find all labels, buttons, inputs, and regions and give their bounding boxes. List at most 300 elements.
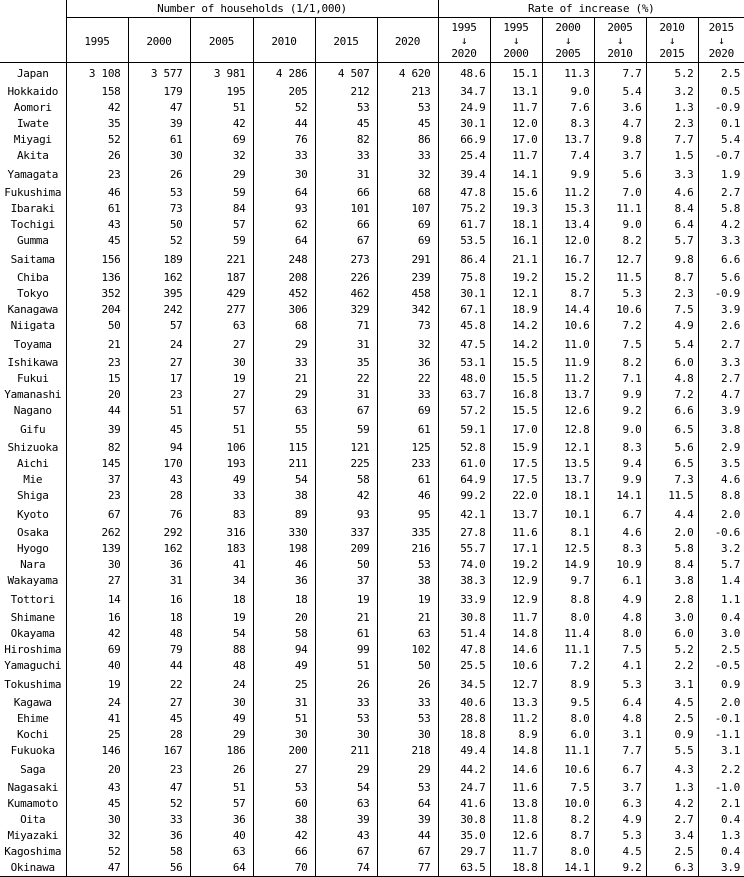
- prefecture-name: Kochi: [0, 727, 66, 743]
- rate-cell: 3.6: [594, 100, 646, 116]
- households-cell: 42: [253, 828, 315, 844]
- households-cell: 21: [66, 334, 128, 355]
- households-cell: 22: [315, 371, 377, 387]
- rate-cell: 8.3: [594, 541, 646, 557]
- rate-cell: 3.5: [698, 456, 744, 472]
- period-year-from: 2005: [595, 21, 646, 34]
- rate-cell: 2.3: [646, 116, 698, 132]
- households-cell: 53: [253, 780, 315, 796]
- households-cell: 167: [128, 743, 190, 759]
- households-cell: 342: [377, 302, 438, 318]
- households-cell: 47: [128, 100, 190, 116]
- rate-cell: 18.1: [490, 217, 542, 233]
- households-cell: 19: [190, 610, 253, 626]
- table-row: [0, 674, 744, 695]
- rate-cell: 5.8: [646, 541, 698, 557]
- rate-cell: 4.9: [594, 589, 646, 610]
- rate-cell: 13.7: [542, 132, 594, 148]
- rate-cell: 3.2: [698, 541, 744, 557]
- rate-cell: 45.8: [438, 318, 490, 334]
- rate-cell: 7.7: [594, 743, 646, 759]
- rate-cell: 6.4: [594, 695, 646, 711]
- households-cell: 54: [190, 626, 253, 642]
- table-row: [0, 63, 744, 85]
- prefecture-name: Aichi: [0, 456, 66, 472]
- households-cell: 84: [190, 201, 253, 217]
- table-row: [0, 796, 744, 812]
- rate-cell: 14.6: [490, 642, 542, 658]
- rate-cell: 11.9: [542, 355, 594, 371]
- rate-cell: 12.7: [490, 674, 542, 695]
- rate-cell: 4.9: [646, 318, 698, 334]
- rate-cell: 19.2: [490, 270, 542, 286]
- households-cell: 35: [315, 355, 377, 371]
- households-cell: 329: [315, 302, 377, 318]
- rate-cell: 3.1: [594, 727, 646, 743]
- households-cell: 53: [377, 711, 438, 727]
- rate-cell: 7.2: [542, 658, 594, 674]
- households-cell: 51: [190, 419, 253, 440]
- year-header: 2005: [190, 18, 253, 63]
- rate-cell: 13.7: [542, 472, 594, 488]
- rate-cell: 16.7: [542, 249, 594, 270]
- rate-cell: -0.7: [698, 148, 744, 164]
- prefecture-name: Tochigi: [0, 217, 66, 233]
- rate-header: Rate of increase (%): [438, 0, 744, 18]
- households-cell: 37: [315, 573, 377, 589]
- rate-cell: 12.5: [542, 541, 594, 557]
- households-cell: 101: [315, 201, 377, 217]
- down-arrow-icon: ↓: [595, 34, 646, 47]
- rate-cell: 63.7: [438, 387, 490, 403]
- households-cell: 30: [190, 355, 253, 371]
- prefecture-name: Chiba: [0, 270, 66, 286]
- rate-cell: 3.1: [698, 743, 744, 759]
- households-cell: 63: [315, 796, 377, 812]
- households-cell: 458: [377, 286, 438, 302]
- households-cell: 29: [253, 387, 315, 403]
- rate-cell: 11.7: [490, 610, 542, 626]
- table-row: [0, 488, 744, 504]
- households-cell: 306: [253, 302, 315, 318]
- prefecture-name: Miyagi: [0, 132, 66, 148]
- households-cell: 66: [253, 844, 315, 860]
- rate-cell: 24.7: [438, 780, 490, 796]
- households-cell: 208: [253, 270, 315, 286]
- rate-cell: 10.0: [542, 796, 594, 812]
- households-cell: 179: [128, 84, 190, 100]
- down-arrow-icon: ↓: [647, 34, 698, 47]
- rate-cell: 16.1: [490, 233, 542, 249]
- households-cell: 121: [315, 440, 377, 456]
- households-cell: 33: [190, 488, 253, 504]
- rate-cell: 9.2: [594, 860, 646, 877]
- households-cell: 29: [315, 759, 377, 780]
- rate-cell: 9.9: [542, 164, 594, 185]
- rate-cell: 11.8: [490, 812, 542, 828]
- table-row: [0, 525, 744, 541]
- rate-cell: 12.1: [542, 440, 594, 456]
- households-cell: 170: [128, 456, 190, 472]
- households-cell: 25: [253, 674, 315, 695]
- table-row: [0, 727, 744, 743]
- households-cell: 102: [377, 642, 438, 658]
- rate-cell: -0.9: [698, 286, 744, 302]
- rate-cell: 0.9: [698, 674, 744, 695]
- rate-cell: 8.0: [542, 711, 594, 727]
- table-row: [0, 589, 744, 610]
- prefecture-name: Kumamoto: [0, 796, 66, 812]
- households-cell: 36: [128, 557, 190, 573]
- prefecture-name: Ehime: [0, 711, 66, 727]
- rate-cell: 3.1: [646, 674, 698, 695]
- table-row: [0, 711, 744, 727]
- table-row: [0, 759, 744, 780]
- table-row: [0, 456, 744, 472]
- rate-cell: 6.0: [542, 727, 594, 743]
- table-row: [0, 185, 744, 201]
- rate-cell: 3.8: [698, 419, 744, 440]
- table-row: [0, 371, 744, 387]
- rate-cell: 8.7: [646, 270, 698, 286]
- households-cell: 44: [66, 403, 128, 419]
- households-cell: 39: [128, 116, 190, 132]
- prefecture-name: Nagasaki: [0, 780, 66, 796]
- households-cell: 93: [253, 201, 315, 217]
- households-cell: 51: [253, 711, 315, 727]
- households-cell: 15: [66, 371, 128, 387]
- households-cell: 225: [315, 456, 377, 472]
- households-cell: 136: [66, 270, 128, 286]
- rate-cell: 4.7: [698, 387, 744, 403]
- households-cell: 23: [66, 488, 128, 504]
- prefecture-name: Toyama: [0, 334, 66, 355]
- prefecture-name: Kyoto: [0, 504, 66, 525]
- households-cell: 39: [377, 812, 438, 828]
- households-cell: 248: [253, 249, 315, 270]
- households-cell: 53: [377, 780, 438, 796]
- households-cell: 59: [190, 233, 253, 249]
- rate-cell: 14.1: [542, 860, 594, 877]
- households-cell: 27: [128, 695, 190, 711]
- rate-cell: 35.0: [438, 828, 490, 844]
- prefecture-name: Oita: [0, 812, 66, 828]
- rate-cell: 11.7: [490, 844, 542, 860]
- households-cell: 32: [66, 828, 128, 844]
- households-cell: 50: [128, 217, 190, 233]
- households-cell: 216: [377, 541, 438, 557]
- rate-cell: 14.9: [542, 557, 594, 573]
- rate-cell: 0.4: [698, 812, 744, 828]
- households-cell: 462: [315, 286, 377, 302]
- year-header: 2020: [377, 18, 438, 63]
- households-cell: 273: [315, 249, 377, 270]
- households-cell: 156: [66, 249, 128, 270]
- households-cell: 48: [190, 658, 253, 674]
- prefecture-name: Hokkaido: [0, 84, 66, 100]
- households-cell: 30: [315, 727, 377, 743]
- households-cell: 23: [128, 387, 190, 403]
- households-cell: 30: [66, 812, 128, 828]
- rate-cell: 11.4: [542, 626, 594, 642]
- households-cell: 58: [253, 626, 315, 642]
- households-cell: 53: [128, 185, 190, 201]
- households-cell: 23: [128, 759, 190, 780]
- households-cell: 38: [253, 812, 315, 828]
- households-cell: 212: [315, 84, 377, 100]
- prefecture-name: Gifu: [0, 419, 66, 440]
- households-cell: 4 507: [315, 63, 377, 85]
- period-year-from: 1995: [439, 21, 490, 34]
- households-cell: 66: [315, 217, 377, 233]
- prefecture-name: Saitama: [0, 249, 66, 270]
- rate-cell: 2.0: [646, 525, 698, 541]
- households-cell: 28: [128, 727, 190, 743]
- households-cell: 158: [66, 84, 128, 100]
- rate-cell: 7.5: [594, 334, 646, 355]
- rate-cell: 11.6: [490, 525, 542, 541]
- households-cell: 99: [315, 642, 377, 658]
- rate-cell: 34.7: [438, 84, 490, 100]
- prefecture-name: Kagawa: [0, 695, 66, 711]
- households-cell: 183: [190, 541, 253, 557]
- households-cell: 26: [128, 164, 190, 185]
- rate-cell: 6.6: [698, 249, 744, 270]
- households-cell: 18: [128, 610, 190, 626]
- households-cell: 204: [66, 302, 128, 318]
- rate-cell: 2.9: [698, 440, 744, 456]
- households-cell: 71: [315, 318, 377, 334]
- households-cell: 33: [128, 812, 190, 828]
- table-row: [0, 233, 744, 249]
- households-cell: 335: [377, 525, 438, 541]
- households-cell: 3 577: [128, 63, 190, 85]
- prefecture-name: Yamanashi: [0, 387, 66, 403]
- rate-cell: 75.2: [438, 201, 490, 217]
- rate-cell: 17.5: [490, 456, 542, 472]
- rate-cell: 8.0: [542, 844, 594, 860]
- households-cell: 56: [128, 860, 190, 877]
- households-cell: 57: [128, 318, 190, 334]
- households-cell: 395: [128, 286, 190, 302]
- prefecture-name: Osaka: [0, 525, 66, 541]
- households-cell: 21: [377, 610, 438, 626]
- rate-cell: 8.4: [646, 201, 698, 217]
- rate-cell: 44.2: [438, 759, 490, 780]
- households-cell: 45: [128, 419, 190, 440]
- rate-cell: 6.5: [646, 456, 698, 472]
- households-cell: 62: [253, 217, 315, 233]
- rate-cell: 2.3: [646, 286, 698, 302]
- rate-cell: 38.3: [438, 573, 490, 589]
- rate-cell: 19.3: [490, 201, 542, 217]
- households-cell: 63: [377, 626, 438, 642]
- table-row: [0, 318, 744, 334]
- table-row: [0, 695, 744, 711]
- households-cell: 31: [315, 164, 377, 185]
- households-cell: 22: [128, 674, 190, 695]
- households-cell: 94: [128, 440, 190, 456]
- households-cell: 51: [190, 780, 253, 796]
- rate-cell: 3.8: [646, 573, 698, 589]
- rate-cell: 24.9: [438, 100, 490, 116]
- rate-cell: 7.7: [594, 63, 646, 85]
- rate-cell: 1.5: [646, 148, 698, 164]
- period-year-to: 2005: [543, 47, 594, 60]
- households-cell: 43: [128, 472, 190, 488]
- households-cell: 49: [253, 658, 315, 674]
- rate-cell: 28.8: [438, 711, 490, 727]
- prefecture-name: Okayama: [0, 626, 66, 642]
- households-cell: 69: [66, 642, 128, 658]
- rate-cell: 6.0: [646, 626, 698, 642]
- rate-cell: 11.2: [542, 371, 594, 387]
- rate-cell: 2.7: [646, 812, 698, 828]
- rate-cell: 18.1: [542, 488, 594, 504]
- rate-cell: 17.0: [490, 419, 542, 440]
- households-cell: 24: [190, 674, 253, 695]
- year-header: 2000: [128, 18, 190, 63]
- rate-cell: 10.6: [542, 759, 594, 780]
- households-cell: 22: [377, 371, 438, 387]
- rate-cell: 8.1: [542, 525, 594, 541]
- households-cell: 20: [66, 759, 128, 780]
- rate-cell: 18.9: [490, 302, 542, 318]
- table-row: [0, 217, 744, 233]
- table-row: [0, 100, 744, 116]
- households-cell: 24: [66, 695, 128, 711]
- rate-cell: 14.8: [490, 626, 542, 642]
- rate-cell: 13.4: [542, 217, 594, 233]
- households-cell: 50: [377, 658, 438, 674]
- households-cell: 45: [66, 233, 128, 249]
- households-cell: 33: [253, 148, 315, 164]
- period-year-from: 2015: [699, 21, 744, 34]
- households-cell: 69: [190, 132, 253, 148]
- households-cell: 45: [315, 116, 377, 132]
- households-cell: 52: [253, 100, 315, 116]
- rate-cell: 29.7: [438, 844, 490, 860]
- rate-cell: 2.5: [646, 711, 698, 727]
- rate-cell: 2.5: [646, 844, 698, 860]
- households-cell: 19: [66, 674, 128, 695]
- rate-cell: 4.8: [594, 610, 646, 626]
- households-cell: 67: [66, 504, 128, 525]
- rate-cell: 47.8: [438, 642, 490, 658]
- rate-cell: 30.8: [438, 610, 490, 626]
- households-cell: 3 981: [190, 63, 253, 85]
- households-cell: 36: [377, 355, 438, 371]
- rate-cell: 5.4: [594, 84, 646, 100]
- households-cell: 73: [128, 201, 190, 217]
- rate-cell: 7.5: [646, 302, 698, 318]
- rate-cell: 1.9: [698, 164, 744, 185]
- prefecture-name: Aomori: [0, 100, 66, 116]
- rate-cell: 15.2: [542, 270, 594, 286]
- rate-cell: -0.1: [698, 711, 744, 727]
- rate-cell: 8.8: [698, 488, 744, 504]
- prefecture-name: Ishikawa: [0, 355, 66, 371]
- households-cell: 52: [66, 844, 128, 860]
- rate-cell: 67.1: [438, 302, 490, 318]
- rate-cell: 9.8: [594, 132, 646, 148]
- rate-cell: 4.5: [646, 695, 698, 711]
- rate-cell: 4.4: [646, 504, 698, 525]
- households-cell: 43: [66, 217, 128, 233]
- households-cell: 211: [315, 743, 377, 759]
- households-cell: 57: [190, 796, 253, 812]
- households-cell: 74: [315, 860, 377, 877]
- rate-period-header: [490, 18, 542, 63]
- rate-cell: 1.3: [646, 780, 698, 796]
- rate-cell: 4.8: [594, 711, 646, 727]
- households-cell: 32: [377, 334, 438, 355]
- rate-cell: 25.5: [438, 658, 490, 674]
- households-cell: 115: [253, 440, 315, 456]
- rate-cell: 10.9: [594, 557, 646, 573]
- households-cell: 50: [66, 318, 128, 334]
- rate-cell: 3.0: [698, 626, 744, 642]
- households-cell: 77: [377, 860, 438, 877]
- rate-cell: 7.5: [594, 642, 646, 658]
- households-cell: 29: [190, 727, 253, 743]
- prefecture-name: Miyazaki: [0, 828, 66, 844]
- households-cell: 277: [190, 302, 253, 318]
- rate-cell: 2.2: [646, 658, 698, 674]
- rate-cell: 4.2: [698, 217, 744, 233]
- households-cell: 63: [253, 403, 315, 419]
- table-row: [0, 249, 744, 270]
- households-cell: 51: [128, 403, 190, 419]
- households-cell: 18: [253, 589, 315, 610]
- rate-period-header: [542, 18, 594, 63]
- households-cell: 36: [253, 573, 315, 589]
- prefecture-name: Wakayama: [0, 573, 66, 589]
- households-cell: 89: [253, 504, 315, 525]
- rate-cell: 9.9: [594, 387, 646, 403]
- rate-cell: 12.0: [490, 116, 542, 132]
- rate-cell: 13.7: [490, 504, 542, 525]
- rate-cell: 9.8: [646, 249, 698, 270]
- rate-cell: 11.3: [542, 63, 594, 85]
- rate-cell: 9.0: [594, 217, 646, 233]
- households-cell: 292: [128, 525, 190, 541]
- households-cell: 27: [66, 573, 128, 589]
- households-cell: 429: [190, 286, 253, 302]
- rate-cell: 4.8: [646, 371, 698, 387]
- households-cell: 19: [315, 589, 377, 610]
- households-cell: 57: [190, 403, 253, 419]
- rate-cell: 19.2: [490, 557, 542, 573]
- households-cell: 195: [190, 84, 253, 100]
- households-cell: 33: [315, 695, 377, 711]
- prefecture-name: Tottori: [0, 589, 66, 610]
- rate-cell: 5.3: [594, 286, 646, 302]
- rate-cell: 2.0: [698, 504, 744, 525]
- rate-cell: 66.9: [438, 132, 490, 148]
- households-cell: 53: [377, 557, 438, 573]
- households-header: Number of households (1/1,000): [66, 0, 438, 18]
- households-cell: 39: [66, 419, 128, 440]
- rate-cell: 11.1: [542, 743, 594, 759]
- prefecture-name: Yamaguchi: [0, 658, 66, 674]
- households-cell: 30: [66, 557, 128, 573]
- rate-cell: 6.4: [646, 217, 698, 233]
- households-cell: 30: [253, 727, 315, 743]
- households-cell: 186: [190, 743, 253, 759]
- rate-cell: 18.8: [438, 727, 490, 743]
- rate-cell: 15.5: [490, 371, 542, 387]
